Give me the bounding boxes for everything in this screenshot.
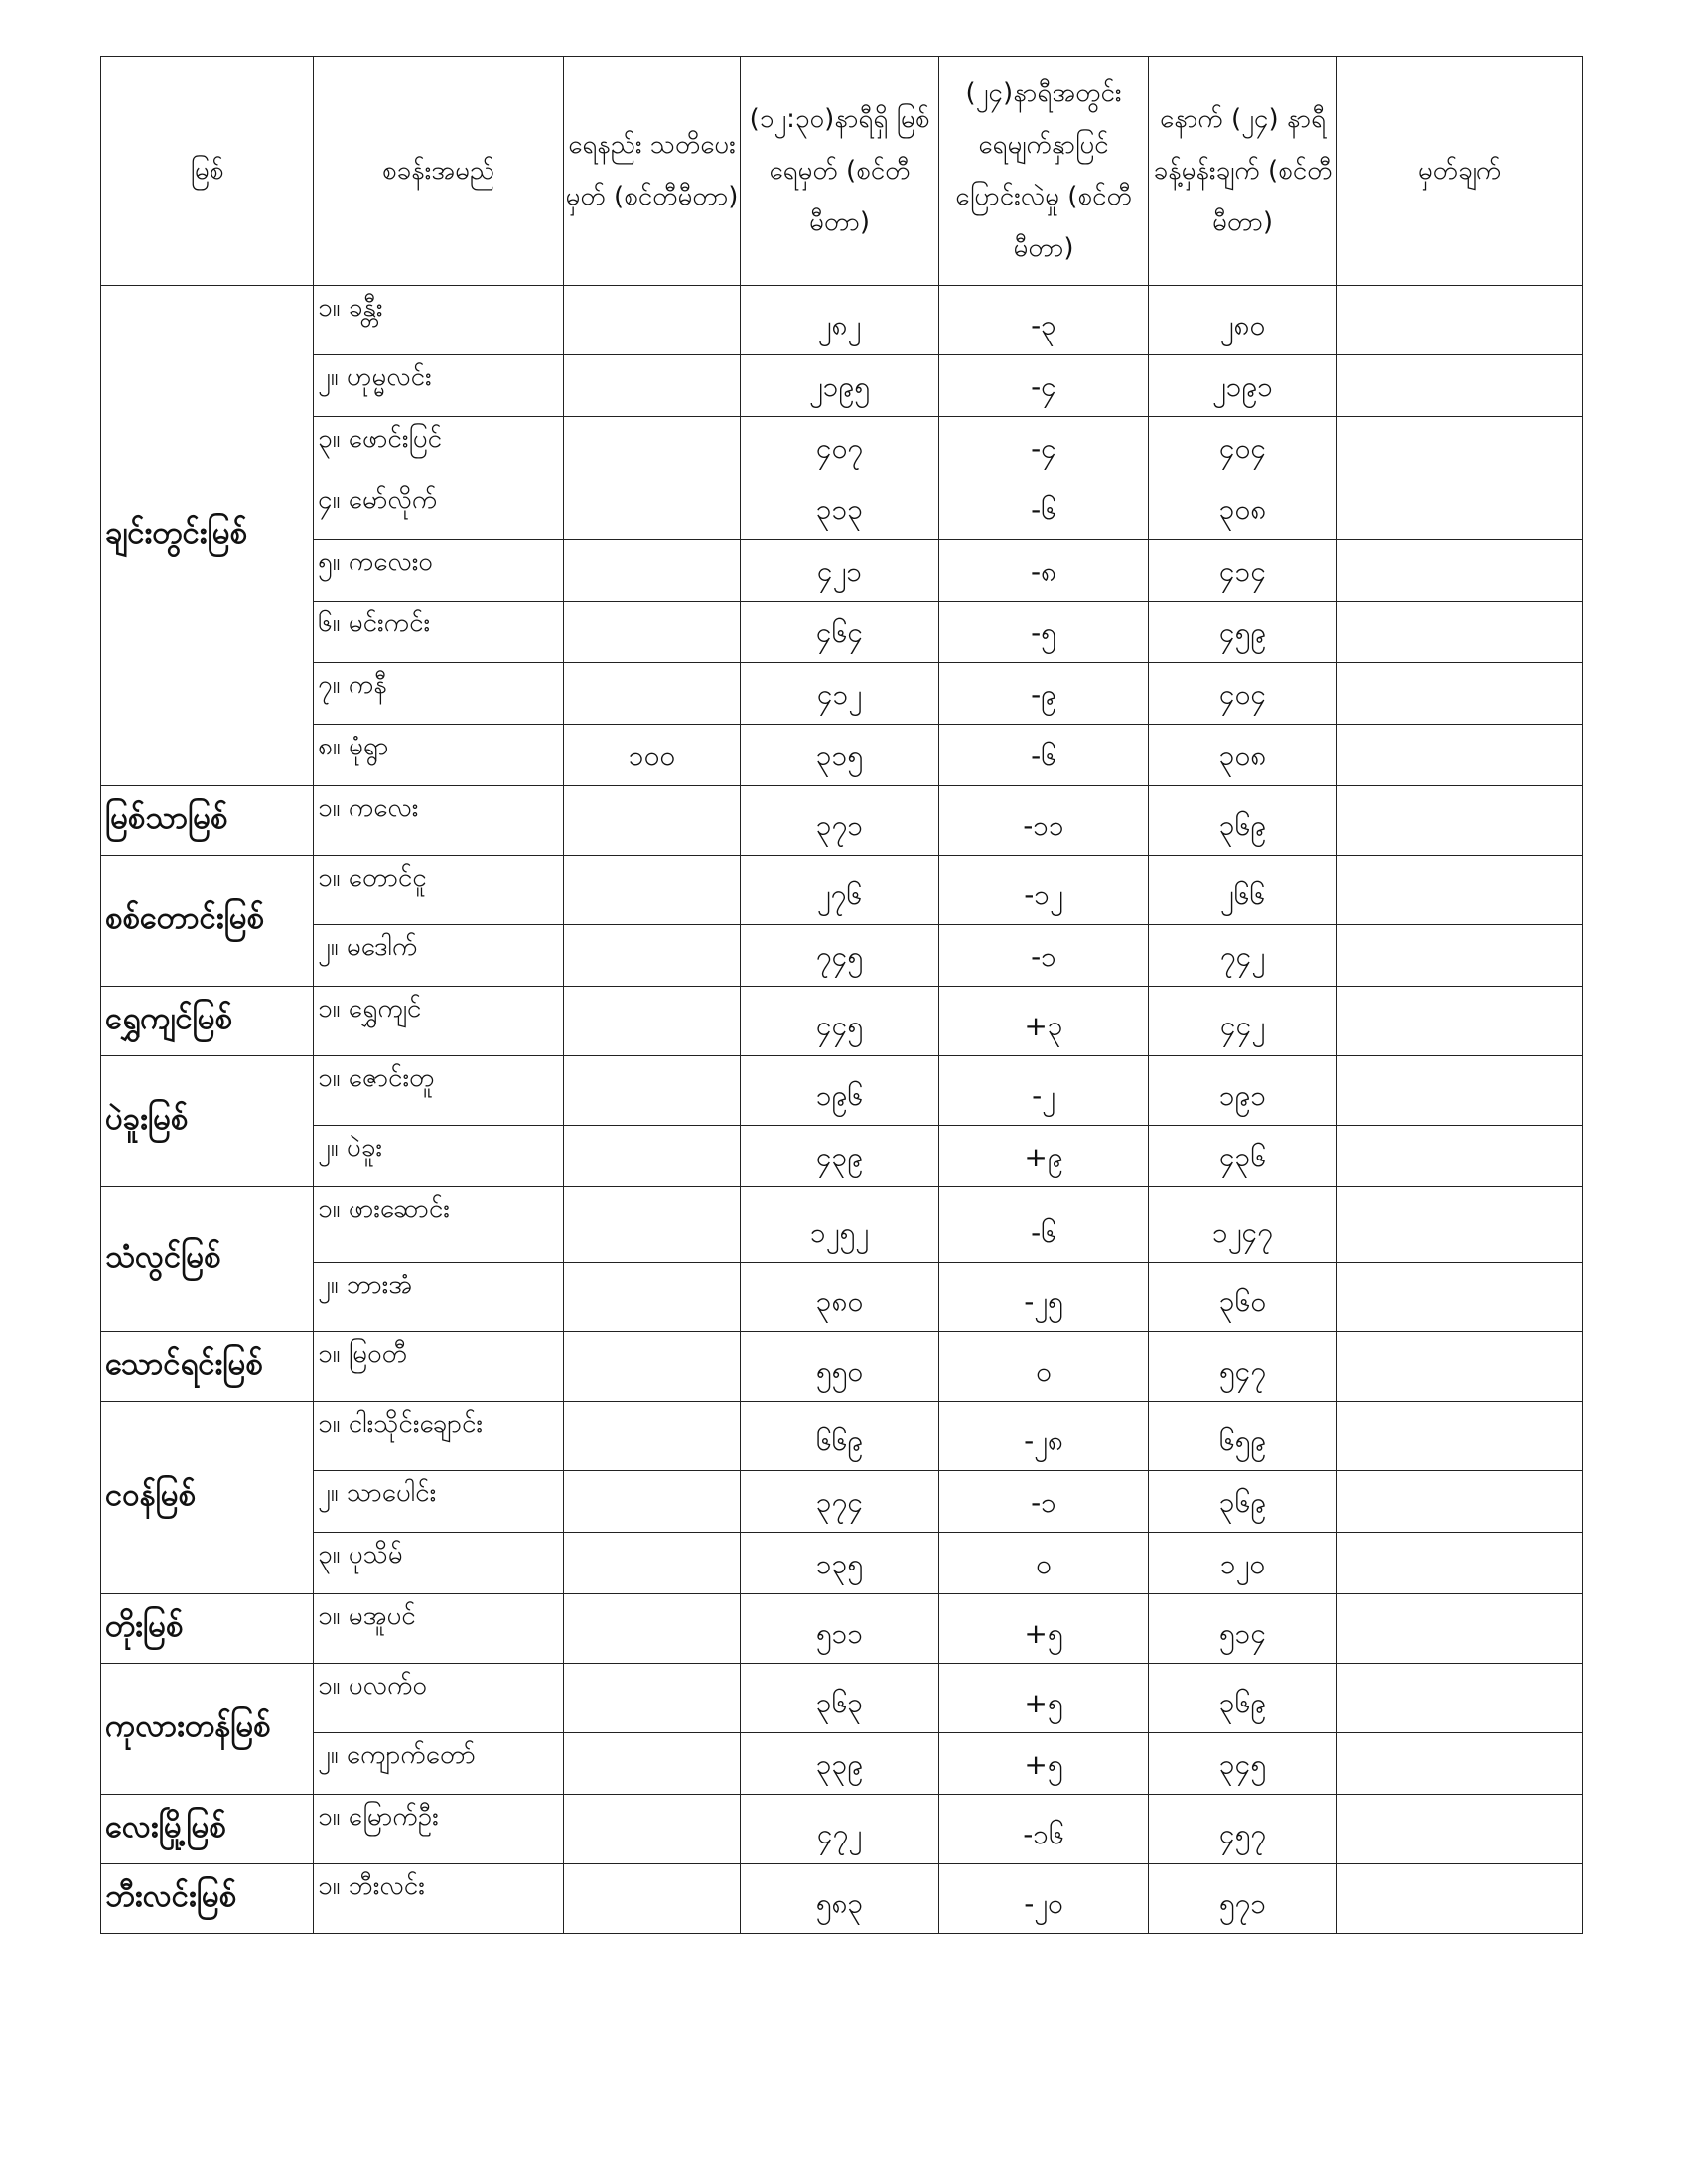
remark-cell (1337, 1471, 1583, 1533)
forecast-cell: ၅၄၇ (1149, 1332, 1337, 1402)
river-name: မြစ်သာမြစ် (101, 786, 314, 856)
table-row (101, 663, 1583, 725)
table-row (101, 1263, 1583, 1332)
forecast-cell: ၆၅၉ (1149, 1402, 1337, 1471)
forecast-cell: ၃၆၀ (1149, 1263, 1337, 1332)
water-level-cell: ၂၁၉၅ (741, 355, 939, 417)
table-row (101, 925, 1583, 987)
table-row (101, 725, 1583, 786)
remark-cell (1337, 856, 1583, 925)
station-name: ၂။ ကျောက်တော် (314, 1733, 564, 1795)
remark-cell (1337, 1795, 1583, 1864)
header-station: စခန်းအမည် (314, 57, 564, 286)
header-forecast: နောက် (၂၄) နာရီ ခန့်မှန်းချက် (စင်တီမီတာ) (1149, 57, 1337, 286)
warning-level-cell (564, 1664, 741, 1733)
warning-level-cell (564, 1187, 741, 1263)
warning-level-cell (564, 1471, 741, 1533)
change-cell: -၉ (939, 663, 1149, 725)
header-remark: မှတ်ချက် (1337, 57, 1583, 286)
warning-level-cell (564, 663, 741, 725)
warning-level-cell: ၁၀၀ (564, 725, 741, 786)
forecast-cell: ၁၂၀ (1149, 1533, 1337, 1594)
water-level-cell: ၇၄၅ (741, 925, 939, 987)
change-cell: -၂၀ (939, 1864, 1149, 1934)
change-cell: -၁ (939, 925, 1149, 987)
station-name: ၈။ မုံရွာ (314, 725, 564, 786)
water-level-cell: ၄၆၄ (741, 602, 939, 663)
water-level-cell: ၄၄၅ (741, 987, 939, 1056)
warning-level-cell (564, 1594, 741, 1664)
river-name: တိုးမြစ် (101, 1594, 314, 1664)
change-cell: -၅ (939, 602, 1149, 663)
water-level-cell: ၁၃၅ (741, 1533, 939, 1594)
change-cell: -၈ (939, 540, 1149, 602)
change-cell: -၂၅ (939, 1263, 1149, 1332)
header-change: (၂၄)နာရီအတွင်း ရေမျက်နှာပြင် ပြောင်းလဲမှု (စင်တီမီတာ) (939, 57, 1149, 286)
station-name: ၃။ ဖောင်းပြင် (314, 417, 564, 478)
river-name: ရွှေကျင်မြစ် (101, 987, 314, 1056)
change-cell: +၃ (939, 987, 1149, 1056)
water-level-cell: ၆၆၉ (741, 1402, 939, 1471)
station-name: ၅။ ကလေးဝ (314, 540, 564, 602)
remark-cell (1337, 478, 1583, 540)
warning-level-cell (564, 1733, 741, 1795)
forecast-cell: ၇၄၂ (1149, 925, 1337, 987)
remark-cell (1337, 1056, 1583, 1126)
remark-cell (1337, 925, 1583, 987)
river-name: ဘီးလင်းမြစ် (101, 1864, 314, 1934)
remark-cell (1337, 1402, 1583, 1471)
water-level-cell: ၁၉၆ (741, 1056, 939, 1126)
river-name: ပဲခူးမြစ် (101, 1056, 314, 1187)
warning-level-cell (564, 856, 741, 925)
table-row (101, 478, 1583, 540)
change-cell: -၁၁ (939, 786, 1149, 856)
river-name: သောင်ရင်းမြစ် (101, 1332, 314, 1402)
forecast-cell: ၄၁၄ (1149, 540, 1337, 602)
change-cell: -၂၈ (939, 1402, 1149, 1471)
warning-level-cell (564, 925, 741, 987)
station-name: ၁။ ဇောင်းတူ (314, 1056, 564, 1126)
station-name: ၁။ ကလေး (314, 786, 564, 856)
forecast-cell: ၃၀၈ (1149, 725, 1337, 786)
forecast-cell: ၃၆၉ (1149, 786, 1337, 856)
forecast-cell: ၂၈၀ (1149, 286, 1337, 355)
station-name: ၂။ သာပေါင်း (314, 1471, 564, 1533)
change-cell: ၀ (939, 1533, 1149, 1594)
header-row (101, 57, 1583, 286)
station-name: ၂။ မဒေါက် (314, 925, 564, 987)
change-cell: -၃ (939, 286, 1149, 355)
water-level-cell: ၃၇၁ (741, 786, 939, 856)
station-name: ၁။ ငါးသိုင်းချောင်း (314, 1402, 564, 1471)
station-name: ၂။ ဟုမ္မလင်း (314, 355, 564, 417)
table-row (101, 1332, 1583, 1402)
forecast-cell: ၄၅၉ (1149, 602, 1337, 663)
remark-cell (1337, 1533, 1583, 1594)
change-cell: -၁၂ (939, 856, 1149, 925)
warning-level-cell (564, 478, 741, 540)
water-level-cell: ၃၆၃ (741, 1664, 939, 1733)
station-name: ၇။ ကနီ (314, 663, 564, 725)
forecast-cell: ၄၀၄ (1149, 663, 1337, 725)
table-row (101, 1126, 1583, 1187)
table-row (101, 1471, 1583, 1533)
warning-level-cell (564, 286, 741, 355)
change-cell: -၄ (939, 417, 1149, 478)
remark-cell (1337, 286, 1583, 355)
table-row (101, 856, 1583, 925)
warning-level-cell (564, 987, 741, 1056)
table-row (101, 286, 1583, 355)
river-name: သံလွင်မြစ် (101, 1187, 314, 1332)
table-body (101, 286, 1583, 1934)
water-level-cell: ၄၂၁ (741, 540, 939, 602)
water-level-cell: ၂၇၆ (741, 856, 939, 925)
change-cell: -၆ (939, 1187, 1149, 1263)
station-name: ၂။ ပဲခူး (314, 1126, 564, 1187)
water-level-cell: ၅၁၁ (741, 1594, 939, 1664)
table-row (101, 1594, 1583, 1664)
water-level-cell: ၄၇၂ (741, 1795, 939, 1864)
forecast-cell: ၃၆၉ (1149, 1664, 1337, 1733)
table-row (101, 355, 1583, 417)
change-cell: -၁၆ (939, 1795, 1149, 1864)
water-level-cell: ၃၇၄ (741, 1471, 939, 1533)
warning-level-cell (564, 355, 741, 417)
water-level-cell: ၃၁၅ (741, 725, 939, 786)
change-cell: -၂ (939, 1056, 1149, 1126)
table-row (101, 1664, 1583, 1733)
warning-level-cell (564, 1056, 741, 1126)
header-water-level: (၁၂:၃၀)နာရီရှိ မြစ်ရေမှတ် (စင်တီမီတာ) (741, 57, 939, 286)
warning-level-cell (564, 1332, 741, 1402)
remark-cell (1337, 417, 1583, 478)
station-name: ၃။ ပုသိမ် (314, 1533, 564, 1594)
remark-cell (1337, 1187, 1583, 1263)
station-name: ၆။ မင်းကင်း (314, 602, 564, 663)
river-name: ငဝန်မြစ် (101, 1402, 314, 1594)
warning-level-cell (564, 1533, 741, 1594)
river-level-document (100, 56, 1582, 1934)
station-name: ၁။ ပလက်ဝ (314, 1664, 564, 1733)
river-name: စစ်တောင်းမြစ် (101, 856, 314, 987)
station-name: ၁။ ဖားဆောင်း (314, 1187, 564, 1263)
water-level-cell: ၄၁၂ (741, 663, 939, 725)
station-name: ၁။ ရွှေကျင် (314, 987, 564, 1056)
forecast-cell: ၄၀၄ (1149, 417, 1337, 478)
water-level-cell: ၄၃၉ (741, 1126, 939, 1187)
river-name: ကုလားတန်မြစ် (101, 1664, 314, 1795)
table-row (101, 1056, 1583, 1126)
warning-level-cell (564, 1864, 741, 1934)
change-cell: +၅ (939, 1733, 1149, 1795)
station-name: ၁။ ခန္တီး (314, 286, 564, 355)
change-cell: -၆ (939, 725, 1149, 786)
table-row (101, 1402, 1583, 1471)
forecast-cell: ၁၂၄၇ (1149, 1187, 1337, 1263)
warning-level-cell (564, 1126, 741, 1187)
warning-level-cell (564, 1795, 741, 1864)
warning-level-cell (564, 786, 741, 856)
water-level-cell: ၅၈၃ (741, 1864, 939, 1934)
table-row (101, 1733, 1583, 1795)
change-cell: +၅ (939, 1594, 1149, 1664)
water-level-cell: ၃၁၃ (741, 478, 939, 540)
remark-cell (1337, 987, 1583, 1056)
warning-level-cell (564, 1263, 741, 1332)
station-name: ၂။ ဘားအံ (314, 1263, 564, 1332)
station-name: ၄။ မော်လိုက် (314, 478, 564, 540)
remark-cell (1337, 355, 1583, 417)
table-row (101, 1187, 1583, 1263)
remark-cell (1337, 602, 1583, 663)
table-row (101, 602, 1583, 663)
remark-cell (1337, 1332, 1583, 1402)
water-level-cell: ၃၈၀ (741, 1263, 939, 1332)
forecast-cell: ၁၉၁ (1149, 1056, 1337, 1126)
river-name: လေးမြို့မြစ် (101, 1795, 314, 1864)
remark-cell (1337, 1733, 1583, 1795)
station-name: ၁။ မြောက်ဦး (314, 1795, 564, 1864)
water-level-cell: ၃၃၉ (741, 1733, 939, 1795)
change-cell: +၅ (939, 1664, 1149, 1733)
forecast-cell: ၅၁၄ (1149, 1594, 1337, 1664)
table-row (101, 540, 1583, 602)
remark-cell (1337, 1594, 1583, 1664)
forecast-cell: ၄၅၇ (1149, 1795, 1337, 1864)
table-row (101, 987, 1583, 1056)
station-name: ၁။ ဘီးလင်း (314, 1864, 564, 1934)
remark-cell (1337, 786, 1583, 856)
forecast-cell: ၃၆၉ (1149, 1471, 1337, 1533)
header-warning-level: ရေနည်း သတိပေးမှတ် (စင်တီမီတာ) (564, 57, 741, 286)
remark-cell (1337, 725, 1583, 786)
warning-level-cell (564, 1402, 741, 1471)
forecast-cell: ၃၀၈ (1149, 478, 1337, 540)
table-row (101, 1864, 1583, 1934)
water-level-cell: ၅၅၀ (741, 1332, 939, 1402)
warning-level-cell (564, 540, 741, 602)
table-row (101, 1533, 1583, 1594)
change-cell: -၄ (939, 355, 1149, 417)
remark-cell (1337, 1664, 1583, 1733)
forecast-cell: ၂၁၉၁ (1149, 355, 1337, 417)
header-river: မြစ် (101, 57, 314, 286)
forecast-cell: ၄၃၆ (1149, 1126, 1337, 1187)
water-level-cell: ၁၂၅၂ (741, 1187, 939, 1263)
table-row (101, 417, 1583, 478)
water-level-cell: ၂၈၂ (741, 286, 939, 355)
forecast-cell: ၄၄၂ (1149, 987, 1337, 1056)
forecast-cell: ၃၄၅ (1149, 1733, 1337, 1795)
change-cell: -၁ (939, 1471, 1149, 1533)
change-cell: -၆ (939, 478, 1149, 540)
remark-cell (1337, 1263, 1583, 1332)
change-cell: +၉ (939, 1126, 1149, 1187)
station-name: ၁။ မြဝတီ (314, 1332, 564, 1402)
forecast-cell: ၂၆၆ (1149, 856, 1337, 925)
change-cell: ၀ (939, 1332, 1149, 1402)
river-level-table (100, 56, 1583, 1934)
warning-level-cell (564, 602, 741, 663)
table-row (101, 786, 1583, 856)
river-name: ချင်းတွင်းမြစ် (101, 286, 314, 786)
remark-cell (1337, 1126, 1583, 1187)
water-level-cell: ၄၀၇ (741, 417, 939, 478)
remark-cell (1337, 540, 1583, 602)
remark-cell (1337, 1864, 1583, 1934)
station-name: ၁။ မအူပင် (314, 1594, 564, 1664)
station-name: ၁။ တောင်ငူ (314, 856, 564, 925)
remark-cell (1337, 663, 1583, 725)
table-row (101, 1795, 1583, 1864)
forecast-cell: ၅၇၁ (1149, 1864, 1337, 1934)
warning-level-cell (564, 417, 741, 478)
